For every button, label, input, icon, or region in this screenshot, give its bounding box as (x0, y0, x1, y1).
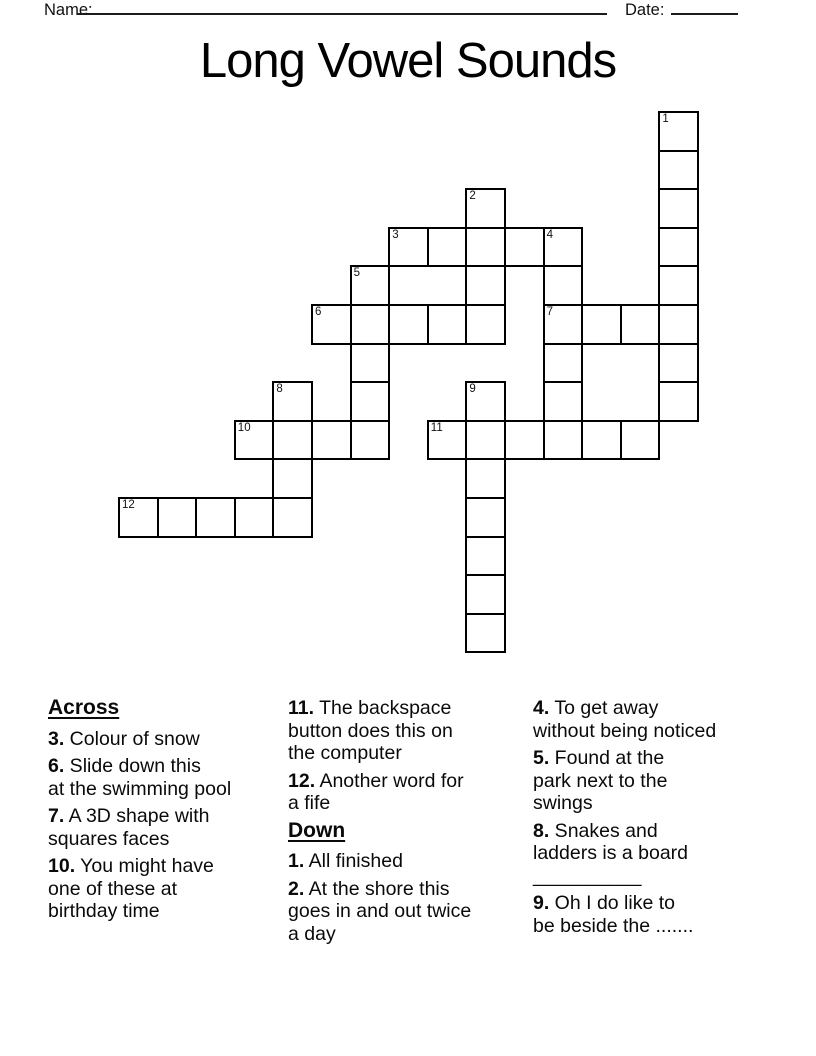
grid-cell[interactable] (350, 304, 391, 345)
clue-down-5: 5. Found at the park next to the swings (533, 747, 668, 814)
clues-column-3 (533, 697, 768, 942)
grid-cell[interactable] (465, 497, 506, 538)
clue-across-6: 6. Slide down this at the swimming pool (48, 755, 232, 800)
grid-cell[interactable] (581, 304, 622, 345)
grid-cell[interactable] (465, 381, 506, 422)
grid-clue-number: 7 (546, 306, 553, 318)
name-label: Name: (44, 1, 93, 19)
grid-cell[interactable] (157, 497, 198, 538)
grid-cell[interactable] (118, 497, 159, 538)
clue-number-label: 8. (533, 819, 550, 842)
grid-cell[interactable] (658, 343, 699, 384)
grid-cell[interactable] (543, 304, 584, 345)
grid-clue-number: 9 (469, 383, 476, 396)
grid-clue-number: 3 (392, 228, 399, 241)
grid-clue-number: 2 (469, 190, 476, 203)
clue-number-label: 2. (288, 877, 305, 900)
grid-cell[interactable] (543, 381, 584, 422)
clue-number-label: 5. (533, 747, 550, 769)
date-label: Date: (625, 1, 665, 19)
grid-clue-number: 4 (546, 228, 553, 241)
grid-cell[interactable] (195, 497, 236, 538)
grid-cell[interactable] (658, 111, 699, 152)
grid-cell[interactable] (350, 381, 391, 422)
clue-number-label: 11. (288, 697, 315, 719)
clues-column-2 (288, 697, 530, 950)
grid-cell[interactable] (427, 304, 468, 345)
clue-number-label: 4. (533, 697, 550, 719)
down-heading: Down (288, 818, 346, 842)
grid-cell[interactable] (543, 227, 584, 268)
clue-number-label: 6. (48, 755, 65, 777)
grid-cell[interactable] (272, 381, 313, 422)
grid-cell[interactable] (658, 381, 699, 422)
grid-clue-number: 1 (662, 113, 669, 125)
grid-cell[interactable] (658, 188, 699, 229)
clue-down-1: 1. All finished (288, 850, 403, 872)
grid-cell[interactable] (388, 227, 429, 268)
page-title: Long Vowel Sounds (199, 34, 617, 88)
grid-cell[interactable] (543, 420, 584, 461)
grid-cell[interactable] (465, 458, 506, 499)
across-heading: Across (48, 696, 120, 719)
grid-clue-number: 6 (315, 306, 322, 318)
grid-cell[interactable] (658, 265, 699, 306)
grid-cell[interactable] (427, 420, 468, 461)
grid-cell[interactable] (234, 420, 275, 461)
grid-cell[interactable] (234, 497, 275, 538)
clue-number-label: 7. (48, 805, 65, 827)
grid-cell[interactable] (272, 497, 313, 538)
clue-number-label: 9. (533, 892, 550, 914)
clue-down-9: 9. Oh I do like to be beside the ....... (533, 892, 694, 937)
grid-cell[interactable] (465, 304, 506, 345)
clue-number-label: 12. (288, 769, 316, 792)
grid-cell[interactable] (311, 304, 352, 345)
grid-cell[interactable] (543, 265, 584, 306)
clue-number-label: 10. (48, 855, 76, 877)
grid-cell[interactable] (465, 188, 506, 229)
date-blank-line[interactable] (671, 13, 738, 15)
grid-cell[interactable] (543, 343, 584, 384)
grid-cell[interactable] (272, 420, 313, 461)
grid-cell[interactable] (465, 536, 506, 577)
clues-column-1 (48, 697, 288, 928)
grid-cell[interactable] (581, 420, 622, 461)
grid-cell[interactable] (465, 265, 506, 306)
grid-clue-number: 12 (122, 499, 135, 511)
name-blank-line[interactable] (77, 13, 607, 15)
grid-cell[interactable] (658, 150, 699, 191)
grid-cell[interactable] (504, 420, 545, 461)
grid-cell[interactable] (465, 227, 506, 268)
grid-cell[interactable] (504, 227, 545, 268)
grid-cell[interactable] (620, 304, 661, 345)
grid-cell[interactable] (658, 304, 699, 345)
clue-across-3: 3. Colour of snow (48, 727, 200, 750)
clue-number-label: 3. (48, 727, 65, 750)
grid-cell[interactable] (311, 420, 352, 461)
grid-clue-number: 5 (353, 267, 360, 280)
grid-cell[interactable] (388, 304, 429, 345)
grid-cell[interactable] (272, 458, 313, 499)
clue-across-11: 11. The backspace button does this on the computer (288, 697, 453, 764)
grid-cell[interactable] (620, 420, 661, 461)
clue-across-10: 10. You might have one of these at birthday time (48, 855, 214, 922)
grid-cell[interactable] (350, 265, 391, 306)
grid-cell[interactable] (658, 227, 699, 268)
grid-cell[interactable] (350, 343, 391, 384)
grid-cell[interactable] (350, 420, 391, 461)
clue-number-label: 1. (288, 850, 305, 872)
grid-clue-number: 10 (237, 421, 251, 434)
grid-cell[interactable] (427, 227, 468, 268)
clue-down-2: 2. At the shore this goes in and out twice a day (288, 877, 472, 945)
grid-cell[interactable] (465, 574, 506, 615)
clue-down-4: 4. To get away without being noticed (533, 697, 717, 742)
grid-clue-number: 8 (276, 383, 283, 396)
clue-across-12: 12. Another word for a fife (288, 769, 464, 814)
grid-clue-number: 11 (430, 421, 443, 434)
grid-cell[interactable] (465, 420, 506, 461)
grid-cell[interactable] (465, 613, 506, 654)
clue-across-7: 7. A 3D shape with squares faces (48, 805, 210, 850)
clue-down-8: 8. Snakes and ladders is a board __________ (533, 819, 689, 887)
